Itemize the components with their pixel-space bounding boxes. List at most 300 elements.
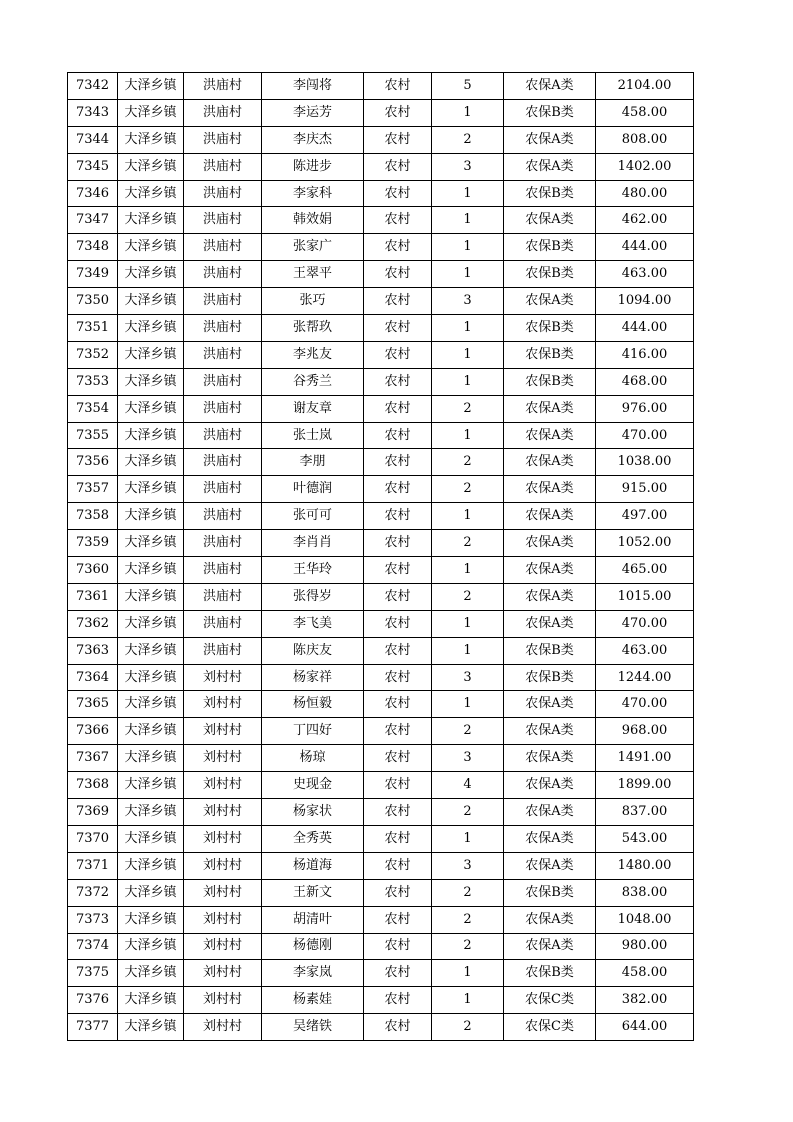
- amount-cell: 1015.00: [596, 583, 694, 610]
- area-cell: 农村: [364, 73, 432, 100]
- row-id: 7377: [68, 1014, 118, 1041]
- area-cell: 农村: [364, 126, 432, 153]
- row-id: 7373: [68, 906, 118, 933]
- count-cell: 1: [432, 503, 504, 530]
- amount-cell: 808.00: [596, 126, 694, 153]
- village-cell: 刘村村: [184, 987, 262, 1014]
- town-cell: 大泽乡镇: [118, 422, 184, 449]
- amount-cell: 976.00: [596, 395, 694, 422]
- village-cell: 洪庙村: [184, 73, 262, 100]
- category-cell: 农保A类: [504, 73, 596, 100]
- row-id: 7358: [68, 503, 118, 530]
- town-cell: 大泽乡镇: [118, 906, 184, 933]
- table-row: [68, 234, 694, 261]
- name-cell: 谢友章: [262, 395, 364, 422]
- name-cell: 王翠平: [262, 261, 364, 288]
- town-cell: 大泽乡镇: [118, 126, 184, 153]
- row-id: 7367: [68, 745, 118, 772]
- name-cell: 张巧: [262, 288, 364, 315]
- table-row: [68, 180, 694, 207]
- count-cell: 1: [432, 557, 504, 584]
- village-cell: 洪庙村: [184, 476, 262, 503]
- area-cell: 农村: [364, 610, 432, 637]
- amount-cell: 1038.00: [596, 449, 694, 476]
- category-cell: 农保A类: [504, 772, 596, 799]
- name-cell: 史现金: [262, 772, 364, 799]
- name-cell: 李家科: [262, 180, 364, 207]
- village-cell: 洪庙村: [184, 288, 262, 315]
- amount-cell: 465.00: [596, 557, 694, 584]
- row-id: 7372: [68, 879, 118, 906]
- name-cell: 李运芳: [262, 99, 364, 126]
- table-row: [68, 799, 694, 826]
- row-id: 7348: [68, 234, 118, 261]
- area-cell: 农村: [364, 530, 432, 557]
- row-id: 7354: [68, 395, 118, 422]
- count-cell: 1: [432, 825, 504, 852]
- area-cell: 农村: [364, 879, 432, 906]
- count-cell: 1: [432, 610, 504, 637]
- table-row: [68, 126, 694, 153]
- village-cell: 洪庙村: [184, 180, 262, 207]
- name-cell: 王新文: [262, 879, 364, 906]
- amount-cell: 1052.00: [596, 530, 694, 557]
- town-cell: 大泽乡镇: [118, 341, 184, 368]
- name-cell: 李家岚: [262, 960, 364, 987]
- count-cell: 2: [432, 879, 504, 906]
- village-cell: 刘村村: [184, 718, 262, 745]
- amount-cell: 1048.00: [596, 906, 694, 933]
- row-id: 7356: [68, 449, 118, 476]
- table-row: [68, 503, 694, 530]
- row-id: 7342: [68, 73, 118, 100]
- category-cell: 农保A类: [504, 288, 596, 315]
- town-cell: 大泽乡镇: [118, 449, 184, 476]
- category-cell: 农保B类: [504, 261, 596, 288]
- name-cell: 陈进步: [262, 153, 364, 180]
- amount-cell: 480.00: [596, 180, 694, 207]
- amount-cell: 968.00: [596, 718, 694, 745]
- amount-cell: 458.00: [596, 960, 694, 987]
- count-cell: 1: [432, 315, 504, 342]
- amount-cell: 462.00: [596, 207, 694, 234]
- table-row: [68, 825, 694, 852]
- village-cell: 洪庙村: [184, 610, 262, 637]
- village-cell: 洪庙村: [184, 637, 262, 664]
- name-cell: 杨道海: [262, 852, 364, 879]
- row-id: 7349: [68, 261, 118, 288]
- row-id: 7355: [68, 422, 118, 449]
- count-cell: 2: [432, 530, 504, 557]
- town-cell: 大泽乡镇: [118, 583, 184, 610]
- area-cell: 农村: [364, 852, 432, 879]
- area-cell: 农村: [364, 153, 432, 180]
- village-cell: 洪庙村: [184, 368, 262, 395]
- table-row: [68, 637, 694, 664]
- row-id: 7369: [68, 799, 118, 826]
- row-id: 7343: [68, 99, 118, 126]
- village-cell: 洪庙村: [184, 261, 262, 288]
- area-cell: 农村: [364, 449, 432, 476]
- table-row: [68, 422, 694, 449]
- roster-table: [67, 72, 694, 1041]
- row-id: 7376: [68, 987, 118, 1014]
- village-cell: 洪庙村: [184, 315, 262, 342]
- amount-cell: 915.00: [596, 476, 694, 503]
- name-cell: 张得岁: [262, 583, 364, 610]
- village-cell: 刘村村: [184, 933, 262, 960]
- area-cell: 农村: [364, 772, 432, 799]
- area-cell: 农村: [364, 557, 432, 584]
- amount-cell: 1402.00: [596, 153, 694, 180]
- category-cell: 农保A类: [504, 718, 596, 745]
- village-cell: 刘村村: [184, 799, 262, 826]
- row-id: 7366: [68, 718, 118, 745]
- area-cell: 农村: [364, 745, 432, 772]
- name-cell: 吴绪铁: [262, 1014, 364, 1041]
- count-cell: 3: [432, 664, 504, 691]
- row-id: 7351: [68, 315, 118, 342]
- amount-cell: 1094.00: [596, 288, 694, 315]
- area-cell: 农村: [364, 99, 432, 126]
- table-row: [68, 288, 694, 315]
- category-cell: 农保A类: [504, 476, 596, 503]
- town-cell: 大泽乡镇: [118, 315, 184, 342]
- count-cell: 1: [432, 261, 504, 288]
- row-id: 7353: [68, 368, 118, 395]
- area-cell: 农村: [364, 960, 432, 987]
- category-cell: 农保B类: [504, 960, 596, 987]
- town-cell: 大泽乡镇: [118, 960, 184, 987]
- name-cell: 李庆杰: [262, 126, 364, 153]
- count-cell: 3: [432, 745, 504, 772]
- row-id: 7344: [68, 126, 118, 153]
- count-cell: 2: [432, 906, 504, 933]
- town-cell: 大泽乡镇: [118, 852, 184, 879]
- table-row: [68, 261, 694, 288]
- area-cell: 农村: [364, 395, 432, 422]
- area-cell: 农村: [364, 987, 432, 1014]
- table-row: [68, 772, 694, 799]
- category-cell: 农保A类: [504, 610, 596, 637]
- table-row: [68, 745, 694, 772]
- area-cell: 农村: [364, 825, 432, 852]
- category-cell: 农保B类: [504, 879, 596, 906]
- town-cell: 大泽乡镇: [118, 530, 184, 557]
- village-cell: 洪庙村: [184, 234, 262, 261]
- count-cell: 1: [432, 422, 504, 449]
- category-cell: 农保B类: [504, 180, 596, 207]
- table-row: [68, 341, 694, 368]
- village-cell: 刘村村: [184, 825, 262, 852]
- town-cell: 大泽乡镇: [118, 73, 184, 100]
- village-cell: 洪庙村: [184, 583, 262, 610]
- table-row: [68, 664, 694, 691]
- category-cell: 农保C类: [504, 1014, 596, 1041]
- name-cell: 韩效娟: [262, 207, 364, 234]
- row-id: 7346: [68, 180, 118, 207]
- name-cell: 李兆友: [262, 341, 364, 368]
- row-id: 7350: [68, 288, 118, 315]
- count-cell: 2: [432, 583, 504, 610]
- amount-cell: 444.00: [596, 234, 694, 261]
- amount-cell: 470.00: [596, 422, 694, 449]
- area-cell: 农村: [364, 368, 432, 395]
- town-cell: 大泽乡镇: [118, 879, 184, 906]
- town-cell: 大泽乡镇: [118, 99, 184, 126]
- table-row: [68, 395, 694, 422]
- area-cell: 农村: [364, 503, 432, 530]
- name-cell: 杨琼: [262, 745, 364, 772]
- village-cell: 刘村村: [184, 691, 262, 718]
- amount-cell: 458.00: [596, 99, 694, 126]
- town-cell: 大泽乡镇: [118, 745, 184, 772]
- town-cell: 大泽乡镇: [118, 207, 184, 234]
- town-cell: 大泽乡镇: [118, 987, 184, 1014]
- area-cell: 农村: [364, 315, 432, 342]
- amount-cell: 2104.00: [596, 73, 694, 100]
- name-cell: 王华玲: [262, 557, 364, 584]
- name-cell: 李朋: [262, 449, 364, 476]
- area-cell: 农村: [364, 583, 432, 610]
- name-cell: 李肖肖: [262, 530, 364, 557]
- count-cell: 2: [432, 449, 504, 476]
- count-cell: 2: [432, 1014, 504, 1041]
- town-cell: 大泽乡镇: [118, 1014, 184, 1041]
- table-row: [68, 207, 694, 234]
- category-cell: 农保A类: [504, 395, 596, 422]
- count-cell: 2: [432, 933, 504, 960]
- area-cell: 农村: [364, 906, 432, 933]
- count-cell: 1: [432, 368, 504, 395]
- count-cell: 2: [432, 799, 504, 826]
- roster-body: [68, 73, 694, 1041]
- count-cell: 1: [432, 987, 504, 1014]
- count-cell: 1: [432, 341, 504, 368]
- name-cell: 张家广: [262, 234, 364, 261]
- table-row: [68, 610, 694, 637]
- category-cell: 农保A类: [504, 503, 596, 530]
- row-id: 7361: [68, 583, 118, 610]
- village-cell: 刘村村: [184, 772, 262, 799]
- table-row: [68, 315, 694, 342]
- table-row: [68, 906, 694, 933]
- village-cell: 洪庙村: [184, 395, 262, 422]
- area-cell: 农村: [364, 234, 432, 261]
- category-cell: 农保A类: [504, 126, 596, 153]
- table-row: [68, 476, 694, 503]
- town-cell: 大泽乡镇: [118, 395, 184, 422]
- row-id: 7359: [68, 530, 118, 557]
- amount-cell: 837.00: [596, 799, 694, 826]
- category-cell: 农保B类: [504, 341, 596, 368]
- amount-cell: 980.00: [596, 933, 694, 960]
- village-cell: 洪庙村: [184, 207, 262, 234]
- town-cell: 大泽乡镇: [118, 825, 184, 852]
- name-cell: 杨素娃: [262, 987, 364, 1014]
- town-cell: 大泽乡镇: [118, 637, 184, 664]
- town-cell: 大泽乡镇: [118, 288, 184, 315]
- category-cell: 农保A类: [504, 449, 596, 476]
- row-id: 7357: [68, 476, 118, 503]
- amount-cell: 470.00: [596, 610, 694, 637]
- amount-cell: 1899.00: [596, 772, 694, 799]
- town-cell: 大泽乡镇: [118, 664, 184, 691]
- amount-cell: 444.00: [596, 315, 694, 342]
- area-cell: 农村: [364, 261, 432, 288]
- count-cell: 1: [432, 207, 504, 234]
- amount-cell: 416.00: [596, 341, 694, 368]
- count-cell: 1: [432, 234, 504, 261]
- town-cell: 大泽乡镇: [118, 772, 184, 799]
- count-cell: 4: [432, 772, 504, 799]
- category-cell: 农保A类: [504, 906, 596, 933]
- area-cell: 农村: [364, 180, 432, 207]
- village-cell: 洪庙村: [184, 530, 262, 557]
- category-cell: 农保A类: [504, 799, 596, 826]
- area-cell: 农村: [364, 207, 432, 234]
- name-cell: 杨家祥: [262, 664, 364, 691]
- town-cell: 大泽乡镇: [118, 261, 184, 288]
- count-cell: 1: [432, 960, 504, 987]
- table-row: [68, 557, 694, 584]
- amount-cell: 497.00: [596, 503, 694, 530]
- category-cell: 农保A类: [504, 207, 596, 234]
- table-row: [68, 530, 694, 557]
- area-cell: 农村: [364, 718, 432, 745]
- town-cell: 大泽乡镇: [118, 691, 184, 718]
- table-row: [68, 368, 694, 395]
- name-cell: 杨恒毅: [262, 691, 364, 718]
- amount-cell: 382.00: [596, 987, 694, 1014]
- count-cell: 1: [432, 637, 504, 664]
- table-row: [68, 933, 694, 960]
- row-id: 7371: [68, 852, 118, 879]
- area-cell: 农村: [364, 933, 432, 960]
- name-cell: 全秀英: [262, 825, 364, 852]
- area-cell: 农村: [364, 691, 432, 718]
- name-cell: 叶德润: [262, 476, 364, 503]
- count-cell: 2: [432, 718, 504, 745]
- village-cell: 洪庙村: [184, 449, 262, 476]
- village-cell: 洪庙村: [184, 341, 262, 368]
- village-cell: 刘村村: [184, 745, 262, 772]
- name-cell: 杨德刚: [262, 933, 364, 960]
- town-cell: 大泽乡镇: [118, 503, 184, 530]
- town-cell: 大泽乡镇: [118, 368, 184, 395]
- village-cell: 洪庙村: [184, 557, 262, 584]
- category-cell: 农保A类: [504, 745, 596, 772]
- amount-cell: 644.00: [596, 1014, 694, 1041]
- name-cell: 李飞美: [262, 610, 364, 637]
- category-cell: 农保A类: [504, 530, 596, 557]
- area-cell: 农村: [364, 341, 432, 368]
- row-id: 7363: [68, 637, 118, 664]
- village-cell: 刘村村: [184, 960, 262, 987]
- area-cell: 农村: [364, 288, 432, 315]
- amount-cell: 468.00: [596, 368, 694, 395]
- village-cell: 刘村村: [184, 906, 262, 933]
- table-row: [68, 691, 694, 718]
- amount-cell: 1480.00: [596, 852, 694, 879]
- row-id: 7364: [68, 664, 118, 691]
- category-cell: 农保A类: [504, 583, 596, 610]
- town-cell: 大泽乡镇: [118, 153, 184, 180]
- count-cell: 1: [432, 99, 504, 126]
- area-cell: 农村: [364, 799, 432, 826]
- village-cell: 刘村村: [184, 1014, 262, 1041]
- category-cell: 农保B类: [504, 234, 596, 261]
- town-cell: 大泽乡镇: [118, 234, 184, 261]
- village-cell: 刘村村: [184, 664, 262, 691]
- count-cell: 3: [432, 153, 504, 180]
- row-id: 7352: [68, 341, 118, 368]
- name-cell: 胡清叶: [262, 906, 364, 933]
- name-cell: 李闯将: [262, 73, 364, 100]
- category-cell: 农保A类: [504, 852, 596, 879]
- name-cell: 杨家状: [262, 799, 364, 826]
- village-cell: 刘村村: [184, 879, 262, 906]
- town-cell: 大泽乡镇: [118, 180, 184, 207]
- name-cell: 张帮玖: [262, 315, 364, 342]
- row-id: 7365: [68, 691, 118, 718]
- village-cell: 洪庙村: [184, 422, 262, 449]
- name-cell: 谷秀兰: [262, 368, 364, 395]
- area-cell: 农村: [364, 422, 432, 449]
- table-row: [68, 987, 694, 1014]
- village-cell: 洪庙村: [184, 153, 262, 180]
- row-id: 7360: [68, 557, 118, 584]
- count-cell: 5: [432, 73, 504, 100]
- amount-cell: 463.00: [596, 637, 694, 664]
- village-cell: 刘村村: [184, 852, 262, 879]
- name-cell: 张可可: [262, 503, 364, 530]
- name-cell: 张士岚: [262, 422, 364, 449]
- table-row: [68, 960, 694, 987]
- town-cell: 大泽乡镇: [118, 476, 184, 503]
- table-row: [68, 73, 694, 100]
- table-row: [68, 718, 694, 745]
- amount-cell: 1244.00: [596, 664, 694, 691]
- row-id: 7368: [68, 772, 118, 799]
- name-cell: 丁四好: [262, 718, 364, 745]
- category-cell: 农保C类: [504, 987, 596, 1014]
- category-cell: 农保B类: [504, 368, 596, 395]
- amount-cell: 838.00: [596, 879, 694, 906]
- town-cell: 大泽乡镇: [118, 610, 184, 637]
- amount-cell: 470.00: [596, 691, 694, 718]
- row-id: 7374: [68, 933, 118, 960]
- area-cell: 农村: [364, 476, 432, 503]
- category-cell: 农保A类: [504, 557, 596, 584]
- village-cell: 洪庙村: [184, 99, 262, 126]
- town-cell: 大泽乡镇: [118, 933, 184, 960]
- village-cell: 洪庙村: [184, 126, 262, 153]
- table-row: [68, 1014, 694, 1041]
- count-cell: 3: [432, 288, 504, 315]
- category-cell: 农保A类: [504, 933, 596, 960]
- count-cell: 2: [432, 395, 504, 422]
- table-row: [68, 449, 694, 476]
- row-id: 7375: [68, 960, 118, 987]
- amount-cell: 1491.00: [596, 745, 694, 772]
- count-cell: 2: [432, 476, 504, 503]
- table-row: [68, 583, 694, 610]
- name-cell: 陈庆友: [262, 637, 364, 664]
- row-id: 7345: [68, 153, 118, 180]
- table-row: [68, 879, 694, 906]
- town-cell: 大泽乡镇: [118, 718, 184, 745]
